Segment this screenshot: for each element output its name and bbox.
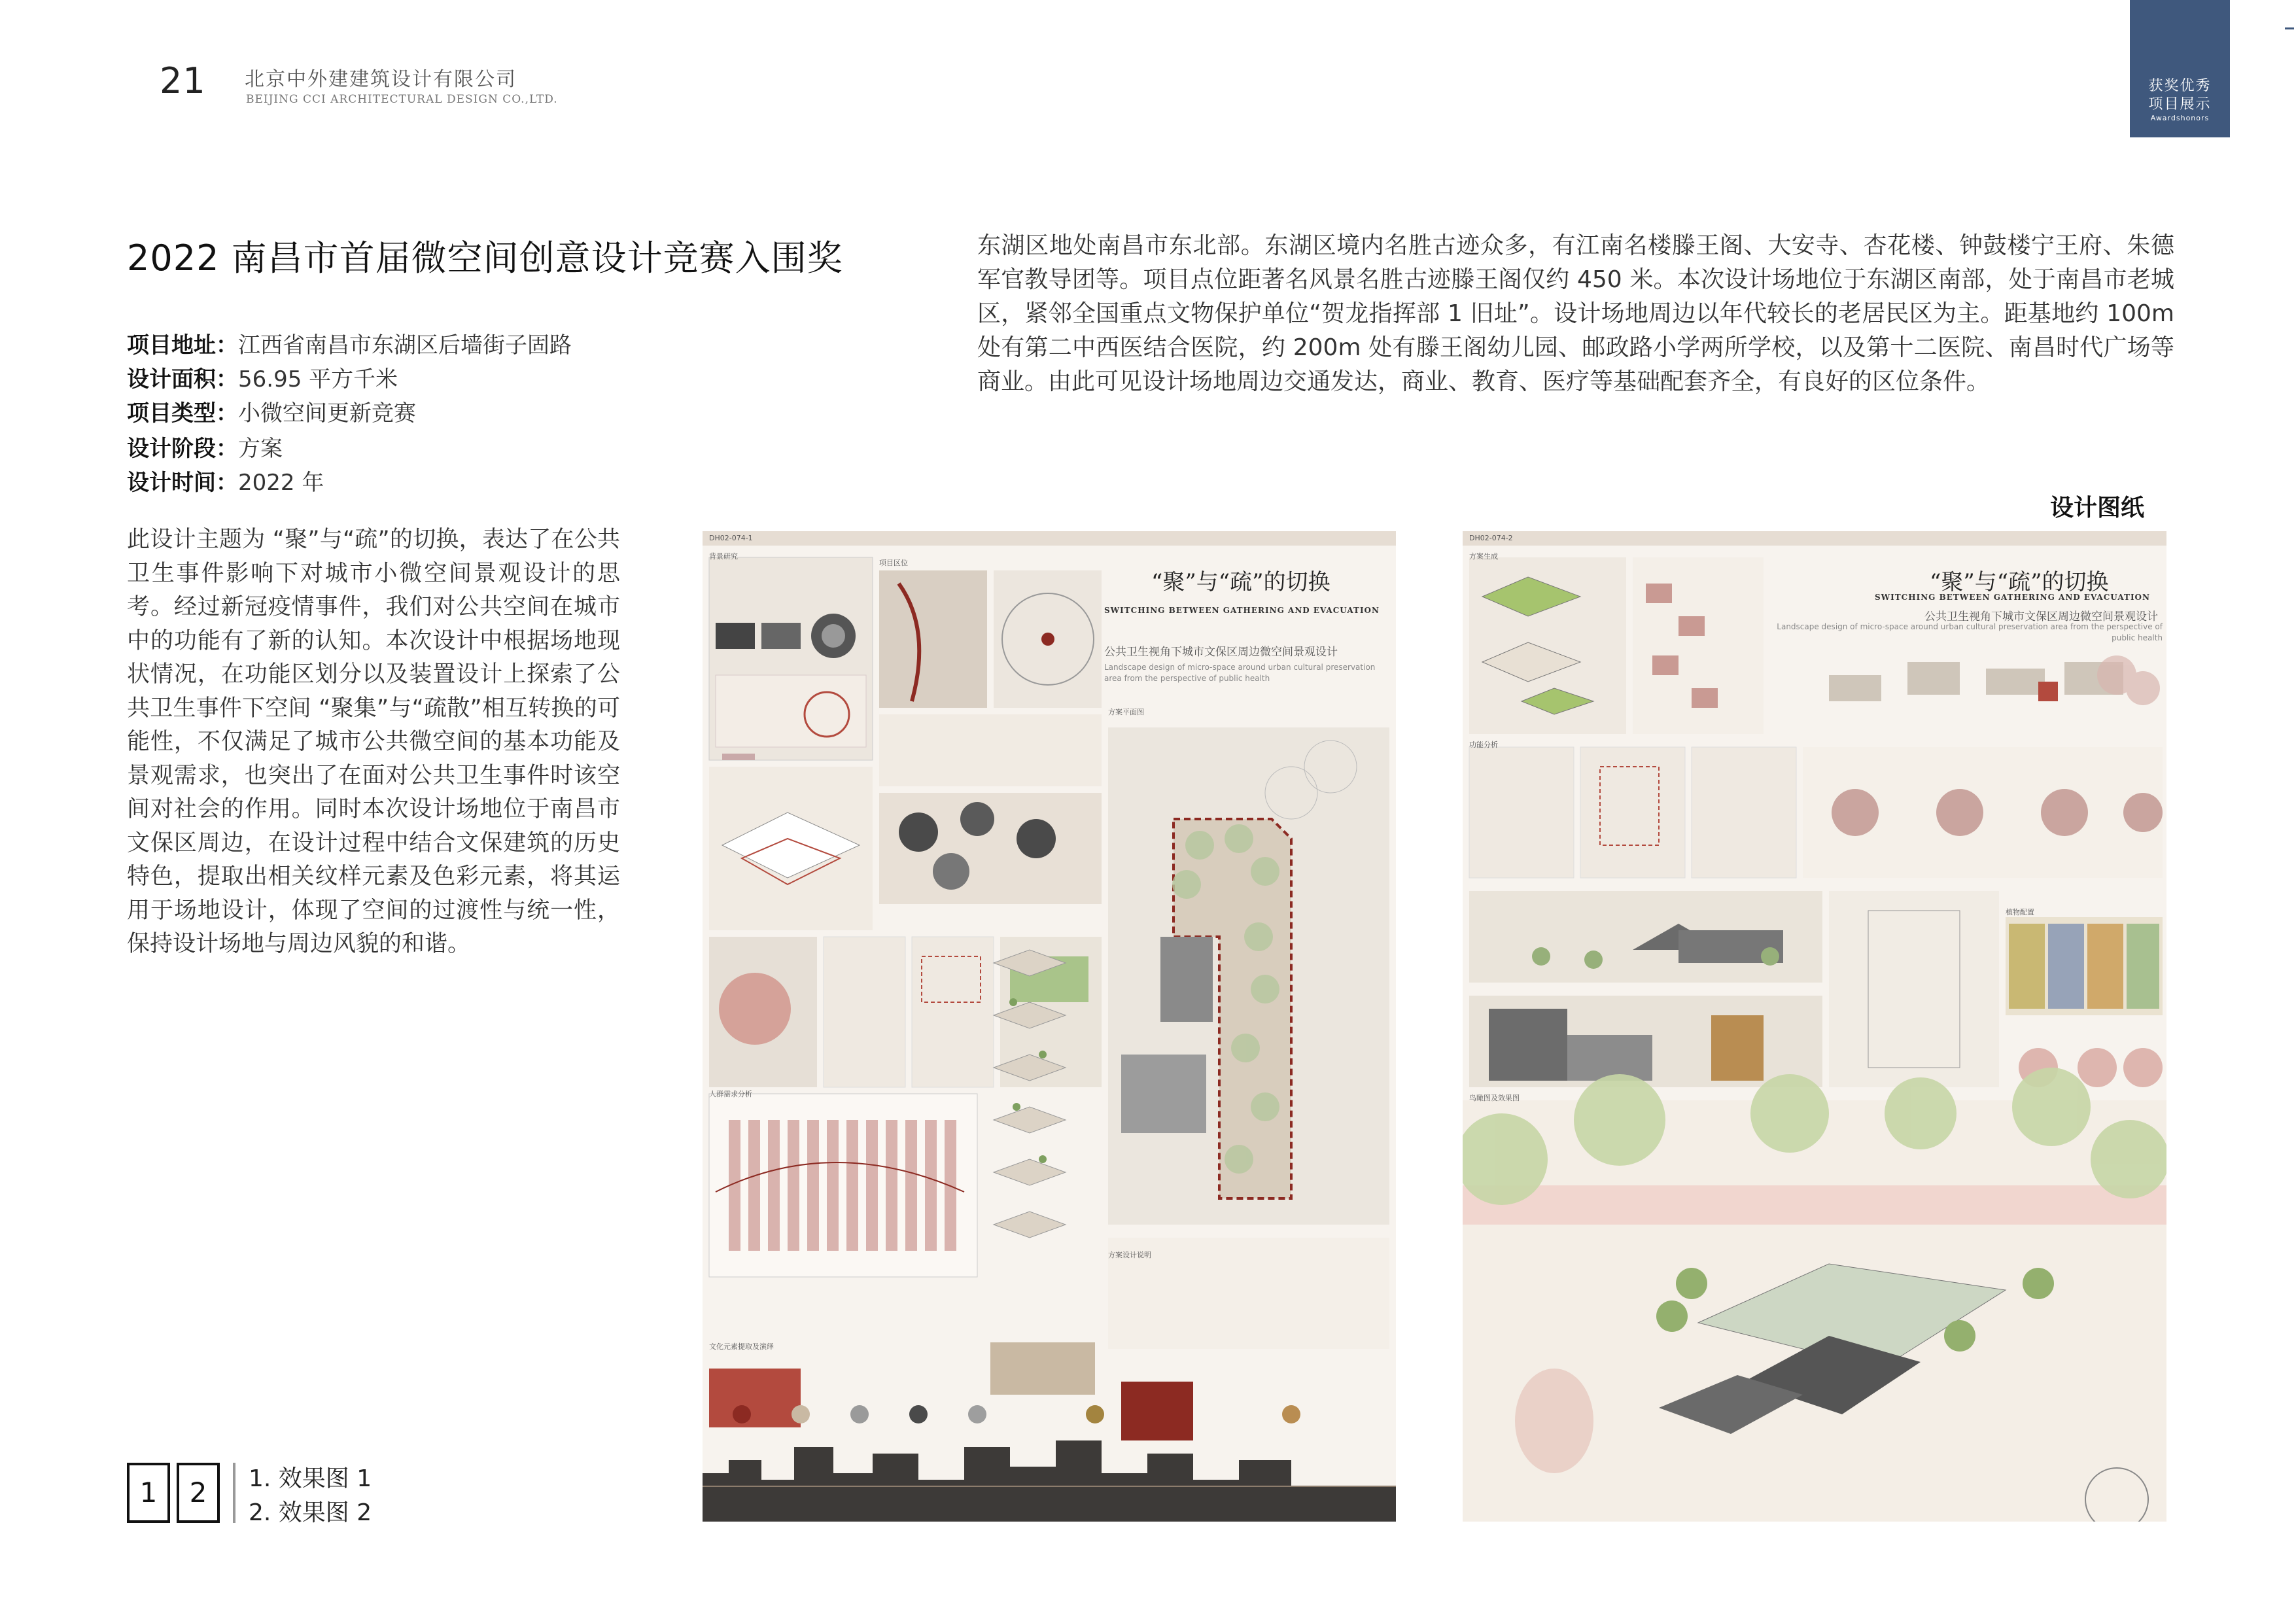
board1-description: Landscape design of micro-space around urban cultural preservation area from the perspective of public health (1104, 663, 1376, 683)
info-value: 方案 (238, 436, 283, 462)
info-value: 江西省南昌市东湖区后墙街子固路 (238, 332, 572, 358)
section-tab-line1: 获奖优秀 (2148, 78, 2212, 94)
legend-item-1: 1. 效果图 1 (249, 1465, 372, 1492)
info-key: 设计阶段 (127, 436, 216, 462)
info-key: 项目地址 (127, 332, 216, 358)
board1-header-strip (703, 531, 1396, 546)
company-name-en: BEIJING CCI ARCHITECTURAL DESIGN CO.,LTD. (246, 93, 558, 106)
site-description: 东湖区地处南昌市东北部。东湖区境内名胜古迹众多，有江南名楼滕王阁、大安寺、杏花楼、钟鼓楼宁王府、朱德军官教导团等。项目点位距著名风景名胜古迹滕王阁仅约 450 米。本次设计场地位于东湖区南部，处于南昌市老城区，紧邻全国重点文物保护单位“贺龙指挥部 1 旧址”。设计场地周边以年代较长的老居民区为主。距基地约 100m 处有第二中西医结合医院，约 200m 处有滕王阁幼儿园、邮政路小学两所学校，以及第十二医院、南昌时代广场等商业。由此可见设计场地周边交通发达，商业、教育、医疗等基础配套齐全，有良好的区位条件。 (977, 232, 2174, 395)
legend-item-2: 2. 效果图 2 (249, 1499, 372, 1526)
section-tab-line2: 项目展示 (2148, 96, 2212, 113)
section-tab-line3: Awardshonors (2150, 114, 2210, 122)
board1-section: 文化元素提取及演绎 (709, 1342, 774, 1351)
page-number: 21 (160, 60, 206, 101)
info-row-area: 设计面积：56.95 平方千米 (127, 366, 398, 393)
info-row-type: 项目类型：小微空间更新竞赛 (127, 400, 416, 427)
board1-subtitle-cn: 公共卫生视角下城市文保区周边微空间景观设计 (1104, 646, 1338, 659)
board2-section: 鸟瞰图及效果图 (1469, 1094, 1520, 1102)
board1-title: “聚”与“疏”的切换 (1151, 569, 1331, 595)
drawing-board-2 (1463, 531, 2166, 1522)
board2-illustration (1463, 531, 2166, 1522)
info-row-stage: 设计阶段：方案 (127, 436, 283, 462)
board1-subtitle-en: SWITCHING BETWEEN GATHERING AND EVACUATION (1104, 606, 1380, 615)
board2-description: Landscape design of micro-space around urban cultural preservation area from the perspective of public health (1777, 622, 2163, 642)
drawing-board-1 (703, 531, 1396, 1522)
board2-section: 方案生成 (1469, 552, 1498, 561)
board2-title: “聚”与“疏”的切换 (1930, 569, 2109, 595)
drawings-label: 设计图纸 (2050, 495, 2145, 521)
corner-mark (2285, 27, 2294, 29)
legend-box-1: 1 (127, 1463, 170, 1523)
info-value: 小微空间更新竞赛 (238, 400, 416, 427)
board2-code: DH02-074-2 (1469, 534, 1513, 542)
board1-section: 项目区位 (879, 559, 908, 567)
design-description: 此设计主题为 “聚”与“疏”的切换，表达了在公共卫生事件影响下对城市小微空间景观设计的思考。经过新冠疫情事件，我们对公共空间在城市中的功能有了新的认知。本次设计中根据场地现状情况，在功能区划分以及装置设计上探索了公共卫生事件下空间 “聚集”与“疏散”相互转换的可能性，不仅满足了城市公共微空间的基本功能及景观需求，也突出了在面对公共卫生事件时该空间对社会的作用。同时本次设计场地位于南昌市文保区周边，在设计过程中结合文保建筑的历史特色，提取出相关纹样元素及色彩元素，将其运用于场地设计，体现了空间的过渡性与统一性，保持设计场地与周边风貌的和谐。 (127, 527, 620, 957)
project-title: 2022 南昌市首届微空间创意设计竞赛入围奖 (127, 237, 843, 279)
board2-header-strip (1463, 531, 2166, 546)
section-tab (2130, 0, 2230, 137)
info-key: 设计面积 (127, 366, 216, 393)
info-value: 2022 年 (238, 470, 324, 496)
info-row-time: 设计时间：2022 年 (127, 470, 324, 496)
info-row-address: 项目地址：江西省南昌市东湖区后墙街子固路 (127, 332, 572, 358)
board2-section: 植物配置 (2006, 908, 2034, 916)
board1-code: DH02-074-1 (709, 534, 753, 542)
board1-section: 方案设计说明 (1108, 1251, 1151, 1259)
legend-box-2: 2 (177, 1463, 220, 1523)
board2-subtitle-en: SWITCHING BETWEEN GATHERING AND EVACUATION (1875, 593, 2150, 602)
board1-section: 人群需求分析 (709, 1090, 752, 1098)
board2-section: 功能分析 (1469, 741, 1498, 749)
board1-section: 方案平面图 (1108, 708, 1144, 716)
legend-separator (233, 1463, 235, 1523)
info-key: 项目类型 (127, 400, 216, 427)
info-key: 设计时间 (127, 470, 216, 496)
board2-subtitle-cn: 公共卫生视角下城市文保区周边微空间景观设计 (1924, 610, 2158, 623)
board1-section: 背景研究 (709, 552, 738, 561)
info-value: 56.95 平方千米 (238, 366, 398, 393)
company-name-cn: 北京中外建建筑设计有限公司 (245, 68, 517, 91)
